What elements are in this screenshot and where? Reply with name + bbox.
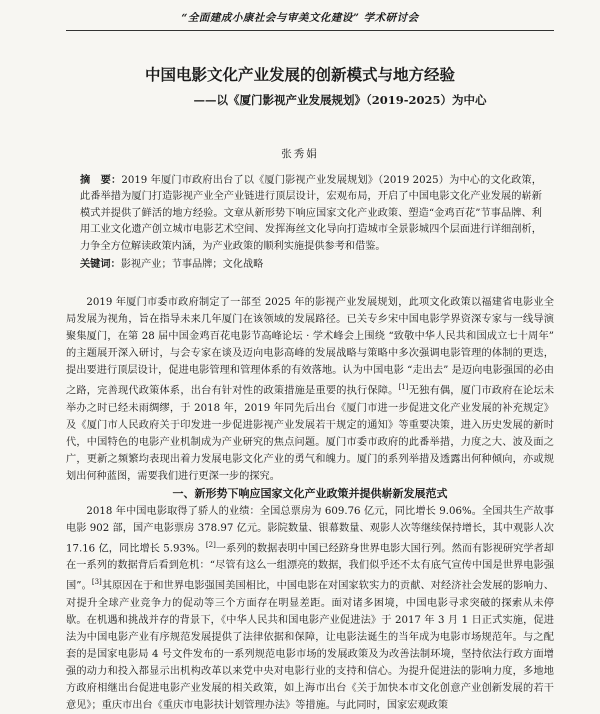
- citation-1: [1]: [398, 383, 409, 392]
- paragraph-2-text: 2018 年中国电影取得了骄人的业绩：全国总票房为 609.76 亿元，同比增长 9.06%。全国共生产故事电影 902 部，国产电影票房 378.97 亿元。影院数量、银幕数量、观影人次等继续保持增长，其中观影人次 17.16 亿，同比增长 5.93%。: [66, 505, 554, 555]
- keywords-text: 影视产业；节事品牌；文化战略: [120, 259, 264, 270]
- paragraph-1-text: 2019 年厦门市委市政府制定了一部至 2025 年的影视产业发展规划，此项文化政策以福建省电影业全局发展为视角，旨在指导未来几年厦门在该领域的发展路径。已关专乡宋中国电影学界资深专家与一线导演聚集厦门，在第 28 届中国金鸡百花电影节高峰论坛 · 学术峰会上围绕 “致敬中华人民共和国成立七十周年” 的主题展开深入研讨，与会专家在谈及迈向电影高峰的发展战略与策略中多次强调电影管理的体制的更迭，提出要进行顶层设计，促进电影管理和管理体系的有效落地。认为中国电影 “走出去” 是迈向电影强国的必由之路，完善现代政策体系，出台有针对性的政策措施是重要的执行保障。: [66, 297, 554, 397]
- section-heading-1: 一、新形势下响应国家文化产业政策并提供崭新发展范式: [172, 487, 448, 501]
- citation-3: [3]: [91, 578, 102, 587]
- author-name: 张秀娟: [281, 148, 319, 160]
- paragraph-2-cont: 一系列的数据表明中国已经跻身世界电影大国行列。然而有影视研究学者却在一系列的数据背后看到危机：“尽管有这么一组漂亮的数据，我们似乎还不太有底气宣传中国是世界电影强国”。: [66, 543, 555, 592]
- paper-title: 中国电影文化产业发展的创新模式与地方经验: [144, 65, 455, 84]
- abstract: [80, 172, 542, 255]
- paragraph-2-cont2: 其原因在于和世界电影强国美国相比，中国电影在对国家软实力的贡献、对经济社会发展的影响力、对提升全球产业竞争力的促动等三个方面存在明显差距。面对诸多困境，中国电影寻求突破的探索从未停歇。在机遇和挑战并存的背景下，《中华人民共和国电影产业促进法》于 2017 年 3 月 1 日正式实施，促进法为中国电影产业有序规范发展提供了法律依据和保障，让电影法诞生的当年成为电影市场规范年。与之配套的是国家电影局 4 号文件发布的一系列规范电影市场的发展政策及为改善法制环境，坚持依法行政方面增强的动力和投入都显示出机构改革以来党中央对电影行业的支持和信心。为提升促进法的影响力度，多地地方政府相继出台促进电影产业发展的相关政策，如上海市出台《关于加快本市文化创意产业创新发展的若干意见》；重庆市出台《重庆市电影扶计划管理办法》等措施。与此同时，国家宏观政策: [66, 580, 554, 712]
- body-text: [66, 294, 554, 714]
- keywords-label: 关键词：: [80, 258, 121, 270]
- paragraph-1: [66, 294, 554, 485]
- header-rule: [66, 30, 554, 31]
- keywords: [80, 255, 542, 270]
- paragraph-2: [66, 503, 554, 714]
- paper-subtitle: ——以《厦门影视产业发展规划》（2019-2025）为中心: [193, 93, 487, 107]
- running-head: “全面建成小康社会与审美文化建设” 学术研讨会: [181, 12, 419, 24]
- citation-2: [2]: [205, 540, 216, 549]
- paragraph-1-cont: 无独有偶，厦门市政府在论坛未举办之时已经未雨绸缪，于 2018 年，2019 年同先后出台《厦门市进一步促进文化产业发展的补充规定》及《厦门市人民政府关于印发进一步促进影视产业发展若干规定的通知》等重要决策，进入历史发展的新时代，中国特色的电影产业机制成为产业研究的焦点问题。厦门市委市政府的此番举措，力度之大、波及面之广，更新之频繁均表现出着力发展电影文化产业的勇气和魄力。厦门的系列举措及透露出何种倾向，亦或规划出何种蓝图，需要我们进行更深一步的探究。: [66, 385, 555, 483]
- abstract-text: 2019 年厦门市政府出台了以《厦门影视产业发展规划》（2019 2025）为中心的文化政策，此番举措为厦门打造影视产业全产业链进行顶层设计，宏观布局，开启了中国电影文化产业发展的崭新模式并提供了鲜活的地方经验。文章从新形势下响应国家文化产业政策、塑造“金鸡百花”节事品牌、利用工业文化遗产创立城市电影艺术空间、发挥海丝文化导向打造城市全景影城四个层面进行详细剖析，力争全方位解读政策内涵，为产业政策的顺利实施提供参考和借鉴。: [80, 175, 542, 252]
- abstract-label: 摘 要：: [80, 174, 122, 186]
